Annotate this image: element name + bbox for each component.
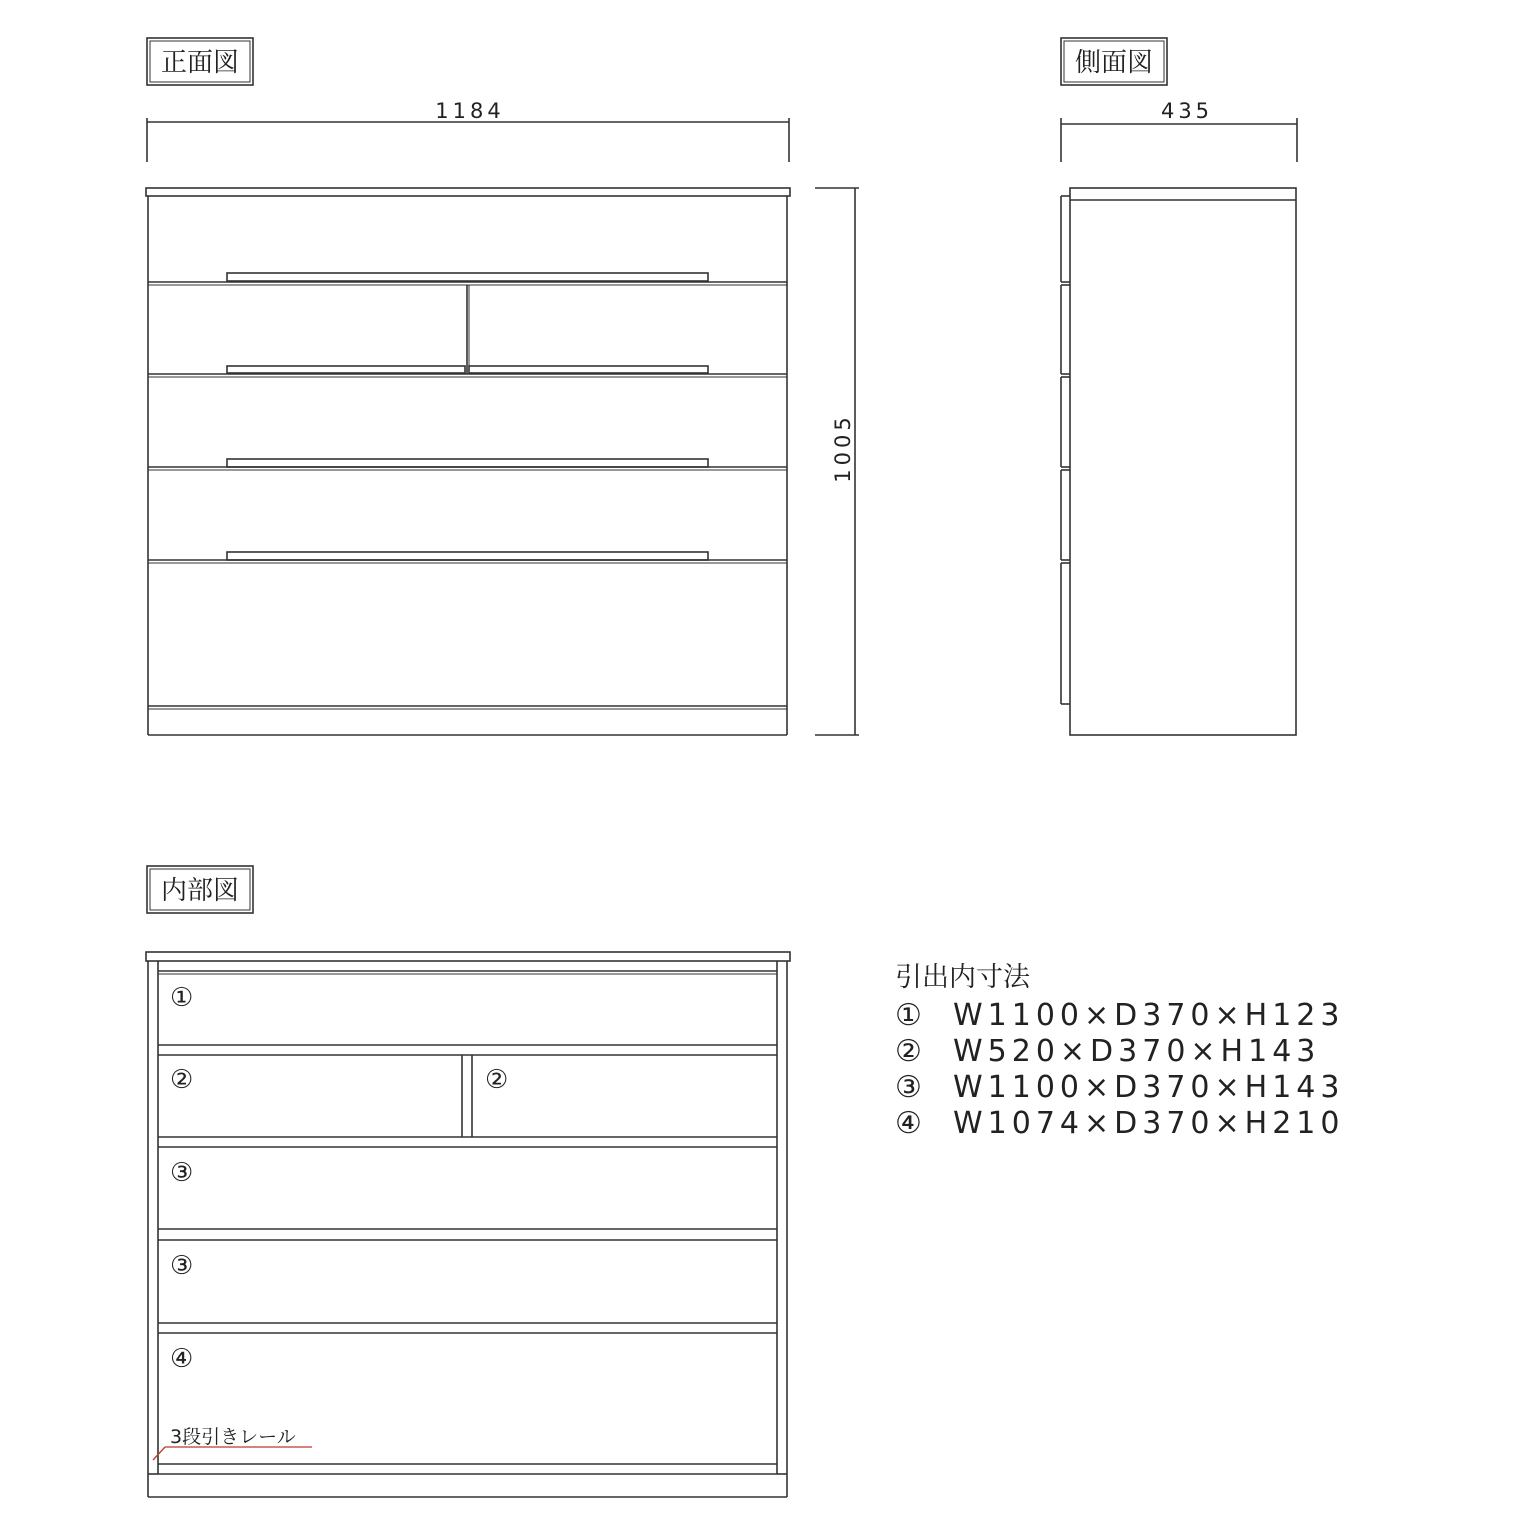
front-cabinet	[146, 188, 790, 735]
internal-view-title: 内部図	[160, 876, 240, 906]
side-depth-label: 435	[1160, 99, 1214, 123]
drawer-inner-dimensions	[895, 955, 1344, 1142]
spec-num: ④	[895, 1106, 922, 1141]
front-height-label: 1005	[831, 413, 855, 483]
drawer-2a-label: ②	[170, 1065, 194, 1095]
spec-text: W1100×D370×H143	[953, 1070, 1345, 1105]
side-depth-dimension	[1061, 118, 1297, 162]
rail-note-leader	[153, 1447, 312, 1460]
rail-note: 3段引きレール	[170, 1426, 296, 1448]
side-cabinet	[1061, 188, 1296, 735]
spec-row	[895, 998, 1344, 1034]
internal-cabinet	[146, 952, 790, 1497]
drawer-3a-label: ③	[170, 1158, 194, 1188]
drawer-2b-label: ②	[485, 1065, 509, 1095]
drawer-3b-label: ③	[170, 1251, 194, 1281]
front-width-label: 1184	[435, 99, 505, 123]
spec-row	[895, 1106, 1344, 1142]
spec-title: 引出内寸法	[895, 962, 1030, 993]
drawer-1-label: ①	[170, 983, 194, 1013]
spec-row	[895, 1070, 1344, 1106]
front-width-dimension	[147, 118, 789, 162]
spec-num: ①	[895, 998, 922, 1033]
spec-row	[895, 1034, 1344, 1070]
drawer-4-label: ④	[170, 1344, 194, 1374]
spec-text: W520×D370×H143	[953, 1034, 1321, 1069]
spec-text: W1074×D370×H210	[953, 1106, 1345, 1141]
spec-text: W1100×D370×H123	[953, 998, 1345, 1033]
spec-num: ③	[895, 1070, 922, 1105]
side-view-title: 側面図	[1074, 48, 1154, 78]
spec-num: ②	[895, 1034, 922, 1069]
front-view-title: 正面図	[160, 48, 240, 78]
